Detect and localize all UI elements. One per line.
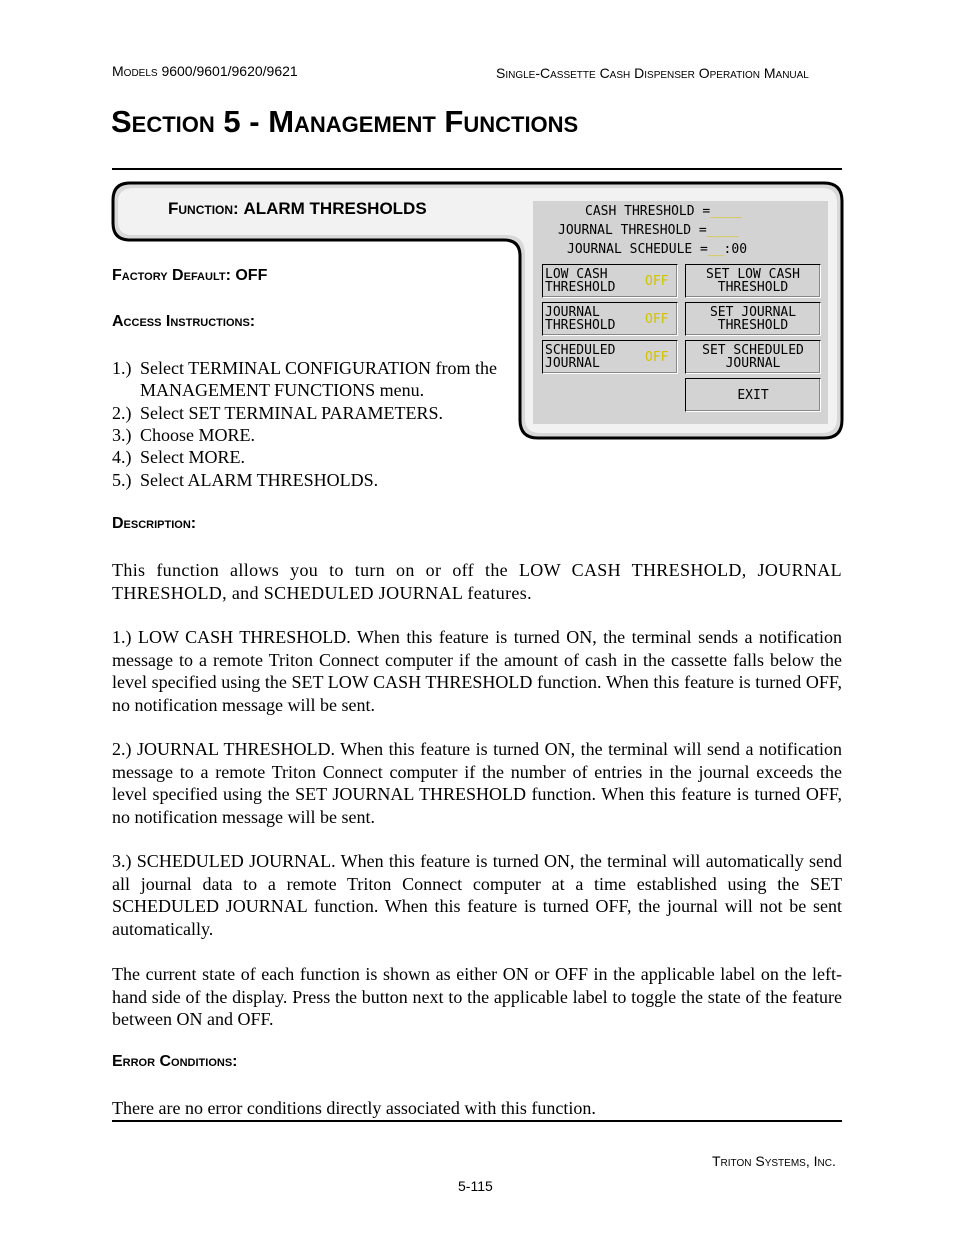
description-paragraph: The current state of each function is shown as either ON or OFF in the applicable label on the left-hand side of the display. Press the button next to the applicable label to toggle the state of the feature between ON and OFF.	[112, 964, 842, 1029]
scheduled-journal-state: OFF	[645, 350, 669, 365]
error-conditions-text: There are no error conditions directly associated with this function.	[112, 1098, 596, 1118]
error-conditions-heading: Error Conditions:	[112, 1053, 238, 1070]
step-text: Select TERMINAL CONFIGURATION from the	[140, 358, 497, 378]
journal-threshold-state: OFF	[645, 312, 669, 327]
description-paragraph: 2.) JOURNAL THRESHOLD. When this feature is turned ON, the terminal will send a notification message to a remote Triton Connect computer if the number of entries in the journal exceeds the level specified using the SET JOURNAL THRESHOLD function. When this feature is turned OFF, no notification message will be sent.	[112, 739, 842, 827]
exit-button[interactable]	[685, 378, 821, 412]
journal-schedule-value: __	[707, 242, 724, 257]
description-paragraph: 1.) LOW CASH THRESHOLD. When this feature is turned ON, the terminal sends a notification message to a remote Triton Connect computer if the amount of cash in the cassette falls below the level specified using the SET LOW CASH THRESHOLD function. When this feature is turned OFF, no notification message will be sent.	[112, 627, 842, 715]
set-scheduled-journal-button[interactable]	[685, 340, 821, 374]
button-label-line2: THRESHOLD	[545, 280, 616, 295]
atm-display-screen	[533, 201, 828, 424]
step-text: Select ALARM THRESHOLDS.	[140, 470, 379, 490]
factory-default-label: Factory Default:	[112, 267, 231, 284]
button-label-line1: SCHEDULED	[545, 343, 616, 358]
step-item	[112, 469, 522, 491]
step-item	[112, 357, 522, 401]
button-label-line2: THRESHOLD	[717, 318, 789, 333]
page-number: 5-115	[458, 1178, 493, 1194]
low-cash-threshold-state: OFF	[645, 274, 669, 289]
cash-threshold-value: ____	[710, 204, 742, 219]
factory-default-value: OFF	[235, 267, 268, 284]
header-models: Models 9600/9601/9620/9621	[112, 63, 298, 79]
step-text: Select SET TERMINAL PARAMETERS.	[140, 403, 444, 423]
cash-threshold-line	[585, 205, 742, 218]
button-label-line1: JOURNAL	[545, 305, 600, 320]
section-title: Section 5 - Management Functions	[111, 104, 579, 139]
footer-company: Triton Systems, Inc.	[712, 1153, 836, 1169]
top-rule	[112, 168, 842, 170]
journal-schedule-suffix: :00	[723, 242, 748, 257]
description-paragraph: This function allows you to turn on or off the LOW CASH THRESHOLD, JOURNAL THRESHOLD, and SCHEDULED JOURNAL features.	[112, 560, 842, 603]
button-label-line1: SET SCHEDULED	[702, 343, 804, 358]
button-label-line1: LOW CASH	[545, 267, 608, 282]
bottom-rule	[112, 1120, 842, 1122]
journal-schedule-label: JOURNAL SCHEDULE =	[567, 242, 708, 257]
button-label-line2: THRESHOLD	[545, 318, 616, 333]
step-number: 2.)	[112, 403, 132, 423]
factory-default	[112, 267, 267, 285]
function-prefix: Function:	[168, 199, 239, 218]
button-label-line2: THRESHOLD	[717, 280, 789, 295]
step-text-continued: MANAGEMENT FUNCTIONS menu.	[140, 380, 425, 400]
journal-schedule-line	[567, 243, 747, 256]
header-manual-title: Single-Cassette Cash Dispenser Operation Manual	[496, 65, 809, 81]
scheduled-journal-toggle[interactable]	[542, 340, 678, 374]
button-label-line1: SET LOW CASH	[706, 267, 800, 282]
journal-threshold-label: JOURNAL THRESHOLD =	[558, 223, 707, 238]
step-item	[112, 424, 522, 446]
step-number: 3.)	[112, 425, 132, 445]
step-item	[112, 402, 522, 424]
access-instructions-heading: Access Instructions:	[112, 313, 256, 330]
step-text: Select MORE.	[140, 447, 245, 467]
low-cash-threshold-toggle[interactable]	[542, 264, 678, 298]
step-number: 5.)	[112, 470, 132, 490]
journal-threshold-toggle[interactable]	[542, 302, 678, 336]
exit-label: EXIT	[737, 388, 769, 403]
function-name: ALARM THRESHOLDS	[243, 199, 427, 218]
description-paragraph: 3.) SCHEDULED JOURNAL. When this feature is turned ON, the terminal will automatically send all journal data to a remote Triton Connect computer at a time established using the SET SCHEDULED JOURNAL function. When this feature is turned OFF, the journal will not be sent automatically.	[112, 851, 842, 939]
step-text: Choose MORE.	[140, 425, 256, 445]
set-journal-threshold-button[interactable]	[685, 302, 821, 336]
button-label-line1: SET JOURNAL	[709, 305, 797, 320]
step-number: 4.)	[112, 447, 132, 467]
function-title	[168, 199, 427, 219]
step-item	[112, 446, 522, 468]
step-number: 1.)	[112, 358, 132, 378]
journal-threshold-line	[558, 224, 738, 237]
description-heading: Description:	[112, 515, 197, 532]
journal-threshold-value: ____	[706, 223, 739, 238]
button-label-line2: JOURNAL	[725, 356, 781, 371]
set-low-cash-threshold-button[interactable]	[685, 264, 821, 298]
button-label-line2: JOURNAL	[545, 356, 600, 371]
cash-threshold-label: CASH THRESHOLD =	[585, 204, 711, 219]
